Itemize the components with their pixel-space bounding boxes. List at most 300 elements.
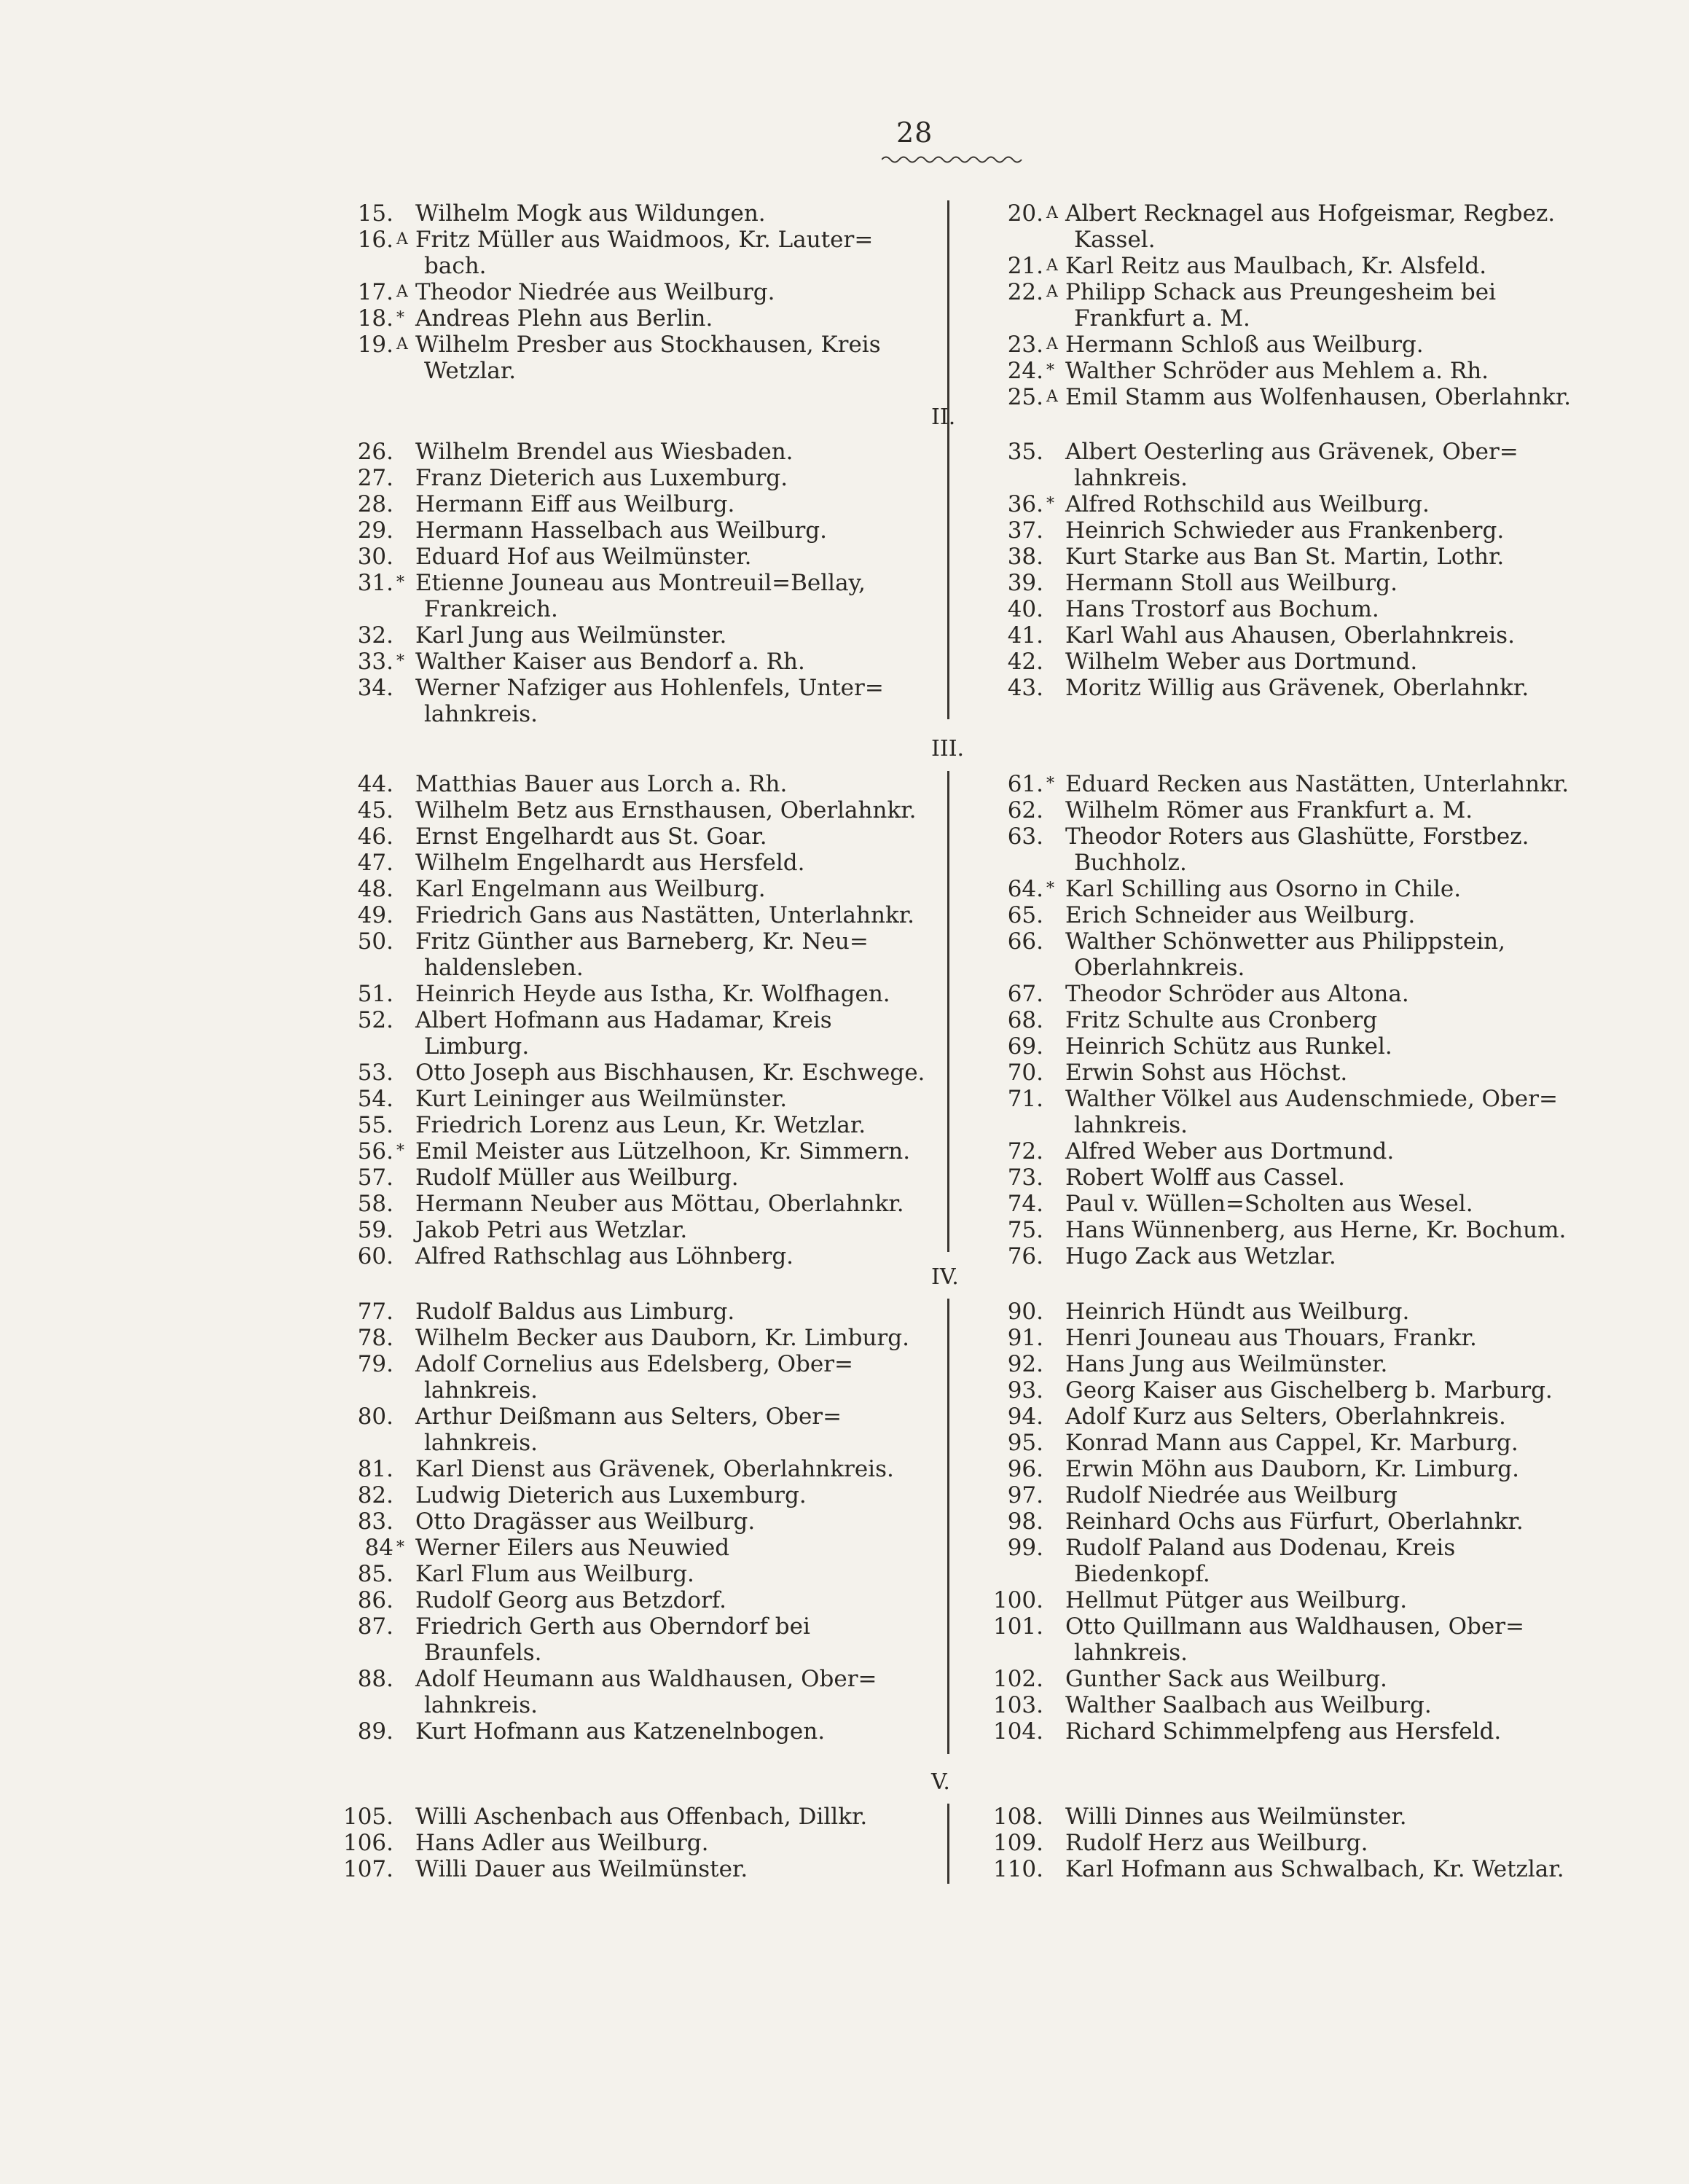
entry-text: Rudolf Niedrée aus Weilburg [1065, 1482, 1398, 1508]
entry-text: Walther Schönwetter aus Philippstein, [1065, 928, 1505, 955]
entry-text: Paul v. Wüllen=Scholten aus Wesel. [1065, 1191, 1473, 1217]
entry-text: Friedrich Gans aus Nastätten, Unterlahnkr. [415, 902, 915, 928]
entry-text: Theodor Niedrée aus Weilburg. [415, 279, 775, 305]
list-item [971, 1033, 1612, 1060]
list-item [971, 544, 1612, 570]
entry-number: 39. [1007, 570, 1043, 596]
entry-number: 106. [342, 1830, 393, 1856]
entry-continuation: Oberlahnkreis. [1074, 955, 1245, 981]
entry-marker: * [1046, 880, 1054, 898]
entry-number: 71. [1007, 1086, 1043, 1112]
entry-number: 75. [1007, 1217, 1043, 1243]
list-item [321, 544, 947, 570]
entry-text: Karl Schilling aus Osorno in Chile. [1065, 876, 1462, 902]
entry-marker: A [396, 283, 408, 301]
section-heading: II. [931, 404, 956, 430]
entry-text: Andreas Plehn aus Berlin. [415, 305, 713, 332]
list-item [971, 1299, 1612, 1325]
entry-text: Emil Meister aus Lützelhoon, Kr. Simmern. [415, 1138, 911, 1165]
entry-text: Walther Saalbach aus Weilburg. [1065, 1692, 1432, 1718]
list-item [321, 1138, 947, 1165]
list-item [321, 1217, 947, 1243]
entry-number: 34. [357, 675, 393, 701]
entry-number: 17. [357, 279, 393, 305]
list-item [971, 771, 1612, 797]
entry-number: 30. [357, 544, 393, 570]
list-item [971, 439, 1612, 465]
entry-continuation: bach. [424, 253, 487, 279]
entry-text: Alfred Weber aus Dortmund. [1065, 1138, 1395, 1165]
entry-text: Reinhard Ochs aus Fürfurt, Oberlahnkr. [1065, 1508, 1524, 1535]
list-item [321, 1165, 947, 1191]
list-item [971, 1191, 1612, 1217]
entry-text: Richard Schimmelpfeng aus Hersfeld. [1065, 1718, 1502, 1745]
entry-text: Hermann Schloß aus Weilburg. [1065, 332, 1424, 358]
entry-text: Werner Nafziger aus Hohlenfels, Unter= [415, 675, 884, 701]
entry-number: 93. [1007, 1377, 1043, 1404]
entry-number: 31. [357, 570, 393, 596]
column-divider [947, 439, 949, 719]
column-divider [947, 771, 949, 1252]
entry-continuation: lahnkreis. [424, 701, 538, 727]
entry-number: 50. [357, 928, 393, 955]
entry-text: Karl Engelmann aus Weilburg. [415, 876, 766, 902]
entry-number: 67. [1007, 981, 1043, 1007]
entry-number: 109. [992, 1830, 1043, 1856]
entry-number: 26. [357, 439, 393, 465]
entry-number: 92. [1007, 1351, 1043, 1377]
entry-number: 66. [1007, 928, 1043, 955]
column-divider [947, 200, 949, 477]
entry-text: Henri Jouneau aus Thouars, Frankr. [1065, 1325, 1477, 1351]
entry-number: 38. [1007, 544, 1043, 570]
list-item [971, 1666, 1612, 1692]
list-item [971, 1613, 1612, 1640]
entry-text: Otto Dragässer aus Weilburg. [415, 1508, 756, 1535]
entry-text: Rudolf Baldus aus Limburg. [415, 1299, 735, 1325]
column-divider [947, 1299, 949, 1754]
list-item [321, 1404, 947, 1430]
entry-marker: * [1046, 361, 1054, 380]
entry-text: Otto Quillmann aus Waldhausen, Ober= [1065, 1613, 1524, 1640]
list-item [321, 517, 947, 544]
list-item [321, 1718, 947, 1745]
entry-text: Albert Hofmann aus Hadamar, Kreis [415, 1007, 832, 1033]
list-item [971, 384, 1612, 410]
list-item [971, 876, 1612, 902]
entry-text: Albert Oesterling aus Grävenek, Ober= [1065, 439, 1518, 465]
entry-text: Wilhelm Weber aus Dortmund. [1065, 649, 1418, 675]
entry-continuation: Limburg. [424, 1033, 530, 1060]
entry-continuation: lahnkreis. [1074, 465, 1188, 491]
entry-marker: * [396, 309, 404, 327]
entry-number: 59. [357, 1217, 393, 1243]
entry-number: 63. [1007, 823, 1043, 850]
list-item [321, 1060, 947, 1086]
entry-text: Etienne Jouneau aus Montreuil=Bellay, [415, 570, 866, 596]
list-item [971, 1718, 1612, 1745]
entry-continuation: lahnkreis. [1074, 1112, 1188, 1138]
list-item [971, 570, 1612, 596]
entry-text: Erich Schneider aus Weilburg. [1065, 902, 1416, 928]
entry-number: 72. [1007, 1138, 1043, 1165]
list-item [971, 596, 1612, 622]
entry-text: Hermann Eiff aus Weilburg. [415, 491, 735, 517]
list-item [321, 1191, 947, 1217]
entry-number: 85. [357, 1561, 393, 1587]
list-item [971, 1430, 1612, 1456]
right-column [971, 1299, 1612, 1745]
list-item [321, 928, 947, 955]
entry-number: 43. [1007, 675, 1043, 701]
entry-number: 96. [1007, 1456, 1043, 1482]
entry-number: 60. [357, 1243, 393, 1269]
entry-number: 76. [1007, 1243, 1043, 1269]
entry-number: 25. [1007, 384, 1043, 410]
entry-text: Ludwig Dieterich aus Luxemburg. [415, 1482, 807, 1508]
entry-marker: A [1046, 335, 1058, 353]
list-item [321, 279, 947, 305]
entry-text: Hans Trostorf aus Bochum. [1065, 596, 1379, 622]
entry-text: Gunther Sack aus Weilburg. [1065, 1666, 1387, 1692]
right-column [971, 200, 1612, 410]
entry-number: 78. [357, 1325, 393, 1351]
entry-number: 91. [1007, 1325, 1043, 1351]
entry-continuation: Braunfels. [424, 1640, 542, 1666]
entry-number: 88. [357, 1666, 393, 1692]
entry-text: Rudolf Herz aus Weilburg. [1065, 1830, 1368, 1856]
list-item [971, 200, 1612, 227]
list-item [971, 823, 1612, 850]
entry-number: 20. [1007, 200, 1043, 227]
list-item [971, 1587, 1612, 1613]
entry-continuation: Wetzlar. [424, 358, 517, 384]
entry-text: Wilhelm Betz aus Ernsthausen, Oberlahnkr. [415, 797, 917, 823]
entry-text: Philipp Schack aus Preungesheim bei [1065, 279, 1496, 305]
entry-number: 89. [357, 1718, 393, 1745]
left-column [321, 200, 947, 384]
entry-number: 64. [1007, 876, 1043, 902]
entry-text: Franz Dieterich aus Luxemburg. [415, 465, 788, 491]
entry-text: Otto Joseph aus Bischhausen, Kr. Eschwege. [415, 1060, 925, 1086]
entry-continuation: Kassel. [1074, 227, 1156, 253]
entry-text: Hermann Neuber aus Möttau, Oberlahnkr. [415, 1191, 904, 1217]
entry-marker: A [1046, 388, 1058, 406]
entry-number: 105. [342, 1804, 393, 1830]
entry-text: Robert Wolff aus Cassel. [1065, 1165, 1345, 1191]
entry-text: Willi Aschenbach aus Offenbach, Dillkr. [415, 1804, 868, 1830]
entry-text: Adolf Cornelius aus Edelsberg, Ober= [415, 1351, 854, 1377]
entry-number: 69. [1007, 1033, 1043, 1060]
list-item [321, 1482, 947, 1508]
entry-text: Moritz Willig aus Grävenek, Oberlahnkr. [1065, 675, 1529, 701]
list-item [971, 332, 1612, 358]
entry-marker: A [396, 230, 408, 248]
entry-number: 81. [357, 1456, 393, 1482]
entry-text: Wilhelm Brendel aus Wiesbaden. [415, 439, 793, 465]
entry-text: Ernst Engelhardt aus St. Goar. [415, 823, 767, 850]
entry-text: Friedrich Lorenz aus Leun, Kr. Wetzlar. [415, 1112, 866, 1138]
entry-number: 98. [1007, 1508, 1043, 1535]
entry-number: 19. [357, 332, 393, 358]
entry-text: Eduard Hof aus Weilmünster. [415, 544, 752, 570]
list-item [321, 1086, 947, 1112]
entry-number: 94. [1007, 1404, 1043, 1430]
list-item [971, 491, 1612, 517]
list-item [321, 1613, 947, 1640]
entry-number: 68. [1007, 1007, 1043, 1033]
list-item [321, 1804, 947, 1830]
list-item [321, 1325, 947, 1351]
entry-continuation: Buchholz. [1074, 850, 1187, 876]
list-item [321, 305, 947, 332]
entry-number: 62. [1007, 797, 1043, 823]
entry-number: 22. [1007, 279, 1043, 305]
entry-text: Wilhelm Becker aus Dauborn, Kr. Limburg. [415, 1325, 909, 1351]
entry-marker: * [396, 574, 404, 592]
list-item [971, 622, 1612, 649]
entry-marker: * [396, 1538, 404, 1557]
list-item [971, 1325, 1612, 1351]
entry-number: 97. [1007, 1482, 1043, 1508]
entry-number: 73. [1007, 1165, 1043, 1191]
entry-marker: A [1046, 283, 1058, 301]
entry-text: Emil Stamm aus Wolfenhausen, Oberlahnkr. [1065, 384, 1572, 410]
list-item [971, 1377, 1612, 1404]
entry-text: Hugo Zack aus Wetzlar. [1065, 1243, 1336, 1269]
entry-continuation: lahnkreis. [424, 1430, 538, 1456]
entry-number: 41. [1007, 622, 1043, 649]
entry-continuation: haldensleben. [424, 955, 584, 981]
list-item [971, 649, 1612, 675]
entry-text: Eduard Recken aus Nastätten, Unterlahnkr. [1065, 771, 1570, 797]
list-item [321, 850, 947, 876]
entry-text: Kurt Hofmann aus Katzenelnbogen. [415, 1718, 826, 1745]
entry-text: Wilhelm Engelhardt aus Hersfeld. [415, 850, 805, 876]
entry-text: Walther Völkel aus Audenschmiede, Ober= [1065, 1086, 1558, 1112]
entry-text: Theodor Schröder aus Altona. [1065, 981, 1409, 1007]
entry-number: 44. [357, 771, 393, 797]
right-column [971, 771, 1612, 1269]
entry-text: Karl Reitz aus Maulbach, Kr. Alsfeld. [1065, 253, 1487, 279]
list-item [971, 1482, 1612, 1508]
list-item [321, 227, 947, 253]
section-heading: V. [931, 1769, 950, 1795]
list-item [321, 1243, 947, 1269]
entry-text: Wilhelm Römer aus Frankfurt a. M. [1065, 797, 1473, 823]
entry-text: Erwin Möhn aus Dauborn, Kr. Limburg. [1065, 1456, 1519, 1482]
entry-text: Rudolf Müller aus Weilburg. [415, 1165, 739, 1191]
list-item [971, 1535, 1612, 1561]
entry-number: 74. [1007, 1191, 1043, 1217]
entry-continuation: Biedenkopf. [1074, 1561, 1210, 1587]
entry-number: 104. [992, 1718, 1043, 1745]
entry-number: 24. [1007, 358, 1043, 384]
entry-marker: * [1046, 495, 1054, 513]
entry-number: 54. [357, 1086, 393, 1112]
list-item [321, 1830, 947, 1856]
section-heading: IV. [931, 1264, 959, 1290]
entry-number: 82. [357, 1482, 393, 1508]
entry-number: 47. [357, 850, 393, 876]
entry-number: 55. [357, 1112, 393, 1138]
entry-text: Heinrich Heyde aus Istha, Kr. Wolfhagen. [415, 981, 890, 1007]
list-item [971, 1856, 1612, 1882]
entry-number: 46. [357, 823, 393, 850]
list-item [321, 823, 947, 850]
entry-text: Heinrich Hündt aus Weilburg. [1065, 1299, 1410, 1325]
entry-text: Theodor Roters aus Glashütte, Forstbez. [1065, 823, 1529, 850]
entry-text: Werner Eilers aus Neuwied [415, 1535, 730, 1561]
list-item [971, 1243, 1612, 1269]
right-column [971, 1804, 1612, 1882]
entry-continuation: lahnkreis. [424, 1377, 538, 1404]
list-item [971, 1830, 1612, 1856]
entry-text: Heinrich Schwieder aus Frankenberg. [1065, 517, 1505, 544]
list-item [321, 649, 947, 675]
list-item [971, 1060, 1612, 1086]
entry-number: 57. [357, 1165, 393, 1191]
entry-text: Hans Jung aus Weilmünster. [1065, 1351, 1388, 1377]
list-item [321, 1561, 947, 1587]
entry-text: Arthur Deißmann aus Selters, Ober= [415, 1404, 842, 1430]
list-item [971, 675, 1612, 701]
list-item [321, 1007, 947, 1033]
entry-text: Karl Hofmann aus Schwalbach, Kr. Wetzlar. [1065, 1856, 1564, 1882]
entry-number: 110. [992, 1856, 1043, 1882]
entry-number: 102. [992, 1666, 1043, 1692]
entry-number: 87. [357, 1613, 393, 1640]
entry-marker: * [1046, 775, 1054, 793]
entry-number: 90. [1007, 1299, 1043, 1325]
entry-number: 27. [357, 465, 393, 491]
list-item [971, 279, 1612, 305]
entry-number: 33. [357, 649, 393, 675]
list-item [971, 1404, 1612, 1430]
entry-number: 15. [357, 200, 393, 227]
left-column [321, 771, 947, 1269]
entry-continuation: Frankreich. [424, 596, 558, 622]
entry-text: Friedrich Gerth aus Oberndorf bei [415, 1613, 810, 1640]
entry-text: Walther Kaiser aus Bendorf a. Rh. [415, 649, 805, 675]
entry-text: Hermann Stoll aus Weilburg. [1065, 570, 1398, 596]
list-item [321, 622, 947, 649]
entry-number: 51. [357, 981, 393, 1007]
entry-continuation: lahnkreis. [1074, 1640, 1188, 1666]
list-item [321, 1351, 947, 1377]
list-item [321, 1456, 947, 1482]
list-item [321, 1535, 947, 1561]
entry-text: Fritz Müller aus Waidmoos, Kr. Lauter= [415, 227, 874, 253]
right-column [971, 439, 1612, 701]
entry-number: 58. [357, 1191, 393, 1217]
entry-continuation: Frankfurt a. M. [1074, 305, 1250, 332]
entry-number: 101. [992, 1613, 1043, 1640]
list-item [321, 1666, 947, 1692]
entry-number: 36. [1007, 491, 1043, 517]
list-item [971, 981, 1612, 1007]
list-item [971, 1508, 1612, 1535]
list-item [971, 1007, 1612, 1033]
entry-text: Fritz Schulte aus Cronberg [1065, 1007, 1378, 1033]
entry-text: Willi Dinnes aus Weilmünster. [1065, 1804, 1407, 1830]
entry-number: 45. [357, 797, 393, 823]
entry-number: 84 [364, 1535, 393, 1561]
entry-number: 29. [357, 517, 393, 544]
entry-number: 48. [357, 876, 393, 902]
entry-number: 95. [1007, 1430, 1043, 1456]
entry-text: Karl Flum aus Weilburg. [415, 1561, 694, 1587]
entry-number: 107. [342, 1856, 393, 1882]
entry-text: Walther Schröder aus Mehlem a. Rh. [1065, 358, 1489, 384]
entry-number: 32. [357, 622, 393, 649]
entry-text: Matthias Bauer aus Lorch a. Rh. [415, 771, 788, 797]
entry-number: 56. [357, 1138, 393, 1165]
list-item [321, 902, 947, 928]
list-item [321, 1299, 947, 1325]
entry-marker: * [396, 1142, 404, 1160]
list-item [321, 1587, 947, 1613]
list-item [971, 928, 1612, 955]
entry-number: 23. [1007, 332, 1043, 358]
entry-number: 100. [992, 1587, 1043, 1613]
list-item [321, 1508, 947, 1535]
entry-text: Hans Adler aus Weilburg. [415, 1830, 709, 1856]
entry-text: Erwin Sohst aus Höchst. [1065, 1060, 1348, 1086]
list-item [321, 200, 947, 227]
entry-number: 86. [357, 1587, 393, 1613]
entry-text: Adolf Heumann aus Waldhausen, Ober= [415, 1666, 877, 1692]
entry-number: 103. [992, 1692, 1043, 1718]
entry-text: Albert Recknagel aus Hofgeismar, Regbez. [1065, 200, 1556, 227]
entry-number: 49. [357, 902, 393, 928]
entry-number: 108. [992, 1804, 1043, 1830]
list-item [971, 1456, 1612, 1482]
entry-number: 99. [1007, 1535, 1043, 1561]
entry-text: Willi Dauer aus Weilmünster. [415, 1856, 748, 1882]
entry-number: 42. [1007, 649, 1043, 675]
list-item [321, 439, 947, 465]
entry-text: Fritz Günther aus Barneberg, Kr. Neu= [415, 928, 869, 955]
entry-number: 28. [357, 491, 393, 517]
list-item [321, 332, 947, 358]
entry-marker: * [396, 652, 404, 670]
list-item [321, 797, 947, 823]
list-item [971, 1165, 1612, 1191]
entry-text: Wilhelm Mogk aus Wildungen. [415, 200, 766, 227]
entry-number: 35. [1007, 439, 1043, 465]
entry-text: Jakob Petri aus Wetzlar. [415, 1217, 688, 1243]
list-item [321, 981, 947, 1007]
entry-text: Rudolf Paland aus Dodenau, Kreis [1065, 1535, 1456, 1561]
entry-text: Alfred Rathschlag aus Löhnberg. [415, 1243, 794, 1269]
list-item [321, 1856, 947, 1882]
entry-number: 61. [1007, 771, 1043, 797]
list-item [321, 675, 947, 701]
list-item [971, 902, 1612, 928]
list-item [321, 876, 947, 902]
entry-text: Hellmut Pütger aus Weilburg. [1065, 1587, 1408, 1613]
list-item [971, 1351, 1612, 1377]
entry-text: Konrad Mann aus Cappel, Kr. Marburg. [1065, 1430, 1518, 1456]
entry-marker: A [396, 335, 408, 353]
list-item [321, 570, 947, 596]
entry-number: 70. [1007, 1060, 1043, 1086]
entry-number: 16. [357, 227, 393, 253]
entry-text: Kurt Leininger aus Weilmünster. [415, 1086, 788, 1112]
wavy-rule-ornament [882, 154, 1027, 165]
list-item [971, 1138, 1612, 1165]
